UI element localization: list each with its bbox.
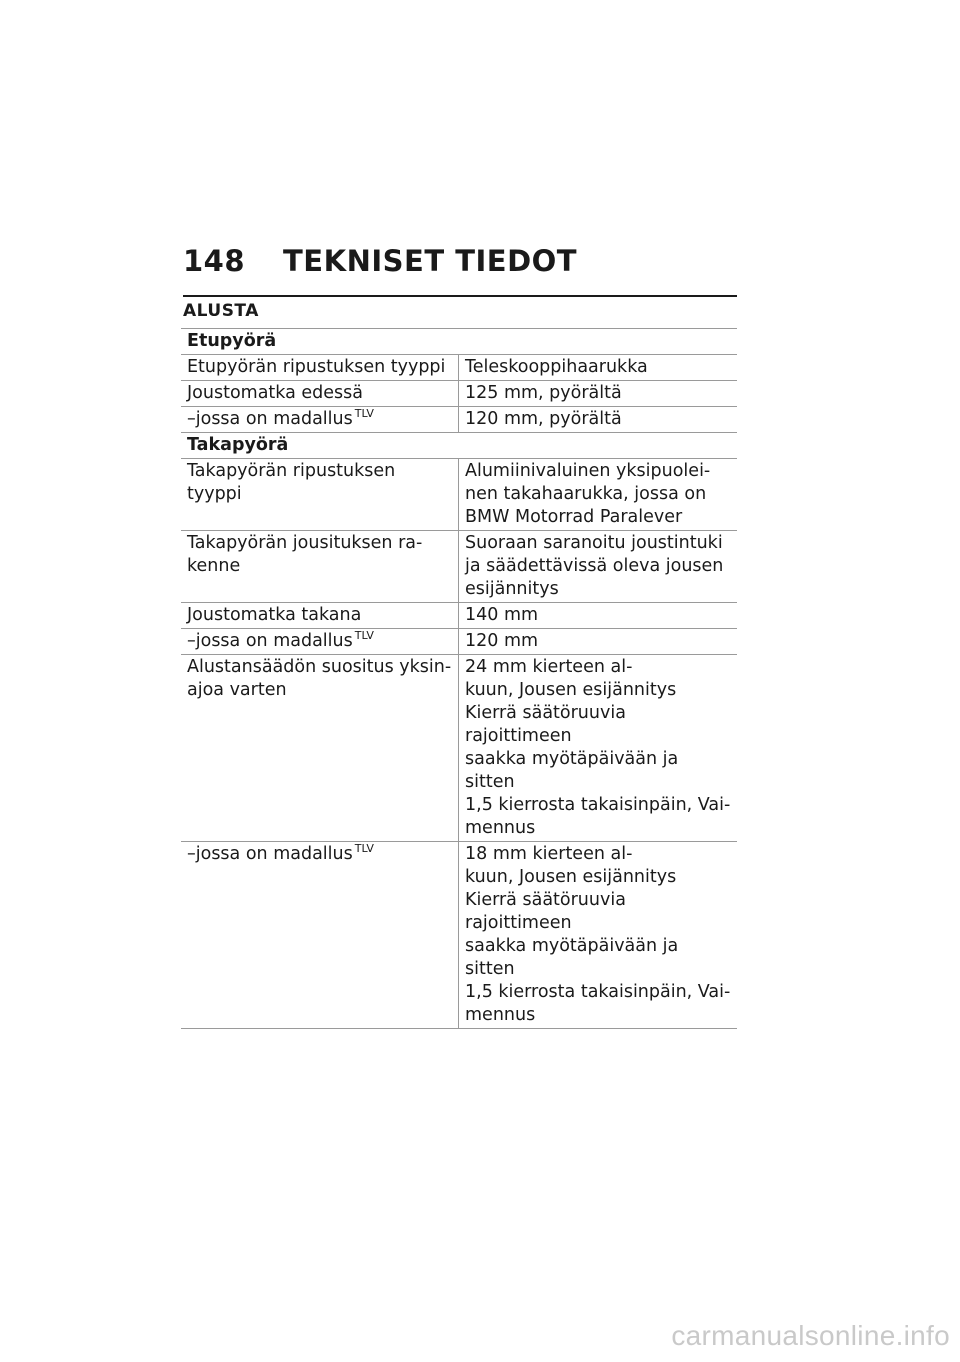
page-header [183, 244, 743, 280]
group-header-rear-wheel [181, 433, 737, 459]
label-text: –jossa on madallus [187, 631, 353, 651]
value-line: 1,5 kierrosta takaisinpäin, Vai- [465, 795, 731, 815]
value-line: 140 mm [465, 605, 539, 625]
value-line: 18 mm kierteen al- [465, 844, 633, 864]
value-line: saakka myötäpäivään ja sitten [465, 936, 679, 979]
label-line: kenne [187, 556, 241, 576]
label-line: Takapyörän jousituksen ra- [187, 533, 423, 553]
row-value [459, 531, 738, 603]
value-line: 120 mm [465, 631, 539, 651]
row-label: Joustomatka edessä [181, 381, 459, 407]
row-label [181, 629, 459, 655]
value-line: nen takahaarukka, jossa on [465, 484, 707, 504]
label-text: –jossa on madallus [187, 844, 353, 864]
value-line: mennus [465, 1005, 536, 1025]
row-value [459, 459, 738, 531]
group-header-front-wheel [181, 329, 737, 355]
value-line: 120 mm, pyörältä [465, 409, 622, 429]
group-title: Takapyörä [181, 433, 737, 459]
value-line: esijännitys [465, 579, 559, 599]
table-row [181, 629, 737, 655]
table-row [181, 407, 737, 433]
row-value [459, 603, 738, 629]
table-row [181, 531, 737, 603]
label-line: ajoa varten [187, 680, 287, 700]
tlv-superscript: TLV [354, 842, 374, 855]
spec-table [181, 328, 737, 1029]
label-line: Alustansäädön suositus yksin- [187, 657, 452, 677]
table-row [181, 459, 737, 531]
value-line: saakka myötäpäivään ja sitten [465, 749, 679, 792]
value-line: 24 mm kierteen al- [465, 657, 633, 677]
row-label [181, 531, 459, 603]
tlv-superscript: TLV [354, 407, 374, 420]
row-value [459, 381, 738, 407]
row-label: Etupyörän ripustuksen tyyppi [181, 355, 459, 381]
label-text: –jossa on madallus [187, 409, 353, 429]
row-label [181, 842, 459, 1029]
tlv-superscript: TLV [354, 629, 374, 642]
row-value [459, 355, 738, 381]
value-line: 125 mm, pyörältä [465, 383, 622, 403]
value-line: BMW Motorrad Paralever [465, 507, 683, 527]
value-line: kuun, Jousen esijännitys [465, 680, 677, 700]
table-row [181, 603, 737, 629]
table-row [181, 355, 737, 381]
value-line: Teleskooppihaarukka [465, 357, 648, 377]
value-line: Suoraan saranoitu joustintuki [465, 533, 723, 553]
value-line: mennus [465, 818, 536, 838]
value-line: ja säädettävissä oleva jousen [465, 556, 724, 576]
row-label: Takapyörän ripustuksen tyyppi [181, 459, 459, 531]
value-line: Kierrä säätöruuvia rajoittimeen [465, 703, 626, 746]
group-title: Etupyörä [181, 329, 737, 355]
row-label [181, 655, 459, 842]
value-line: kuun, Jousen esijännitys [465, 867, 677, 887]
row-value [459, 842, 738, 1029]
row-value [459, 655, 738, 842]
row-label: Joustomatka takana [181, 603, 459, 629]
value-line: Kierrä säätöruuvia rajoittimeen [465, 890, 626, 933]
row-value [459, 407, 738, 433]
page-number: 148 [183, 244, 246, 278]
row-label [181, 407, 459, 433]
watermark-url: carmanualsonline.info [671, 1320, 950, 1351]
section-title: ALUSTA [183, 295, 737, 321]
table-row [181, 655, 737, 842]
page-title: TEKNISET TIEDOT [283, 244, 578, 278]
table-row [181, 842, 737, 1029]
table-row [181, 381, 737, 407]
value-line: Alumiinivaluinen yksipuolei- [465, 461, 711, 481]
row-value [459, 629, 738, 655]
value-line: 1,5 kierrosta takaisinpäin, Vai- [465, 982, 731, 1002]
